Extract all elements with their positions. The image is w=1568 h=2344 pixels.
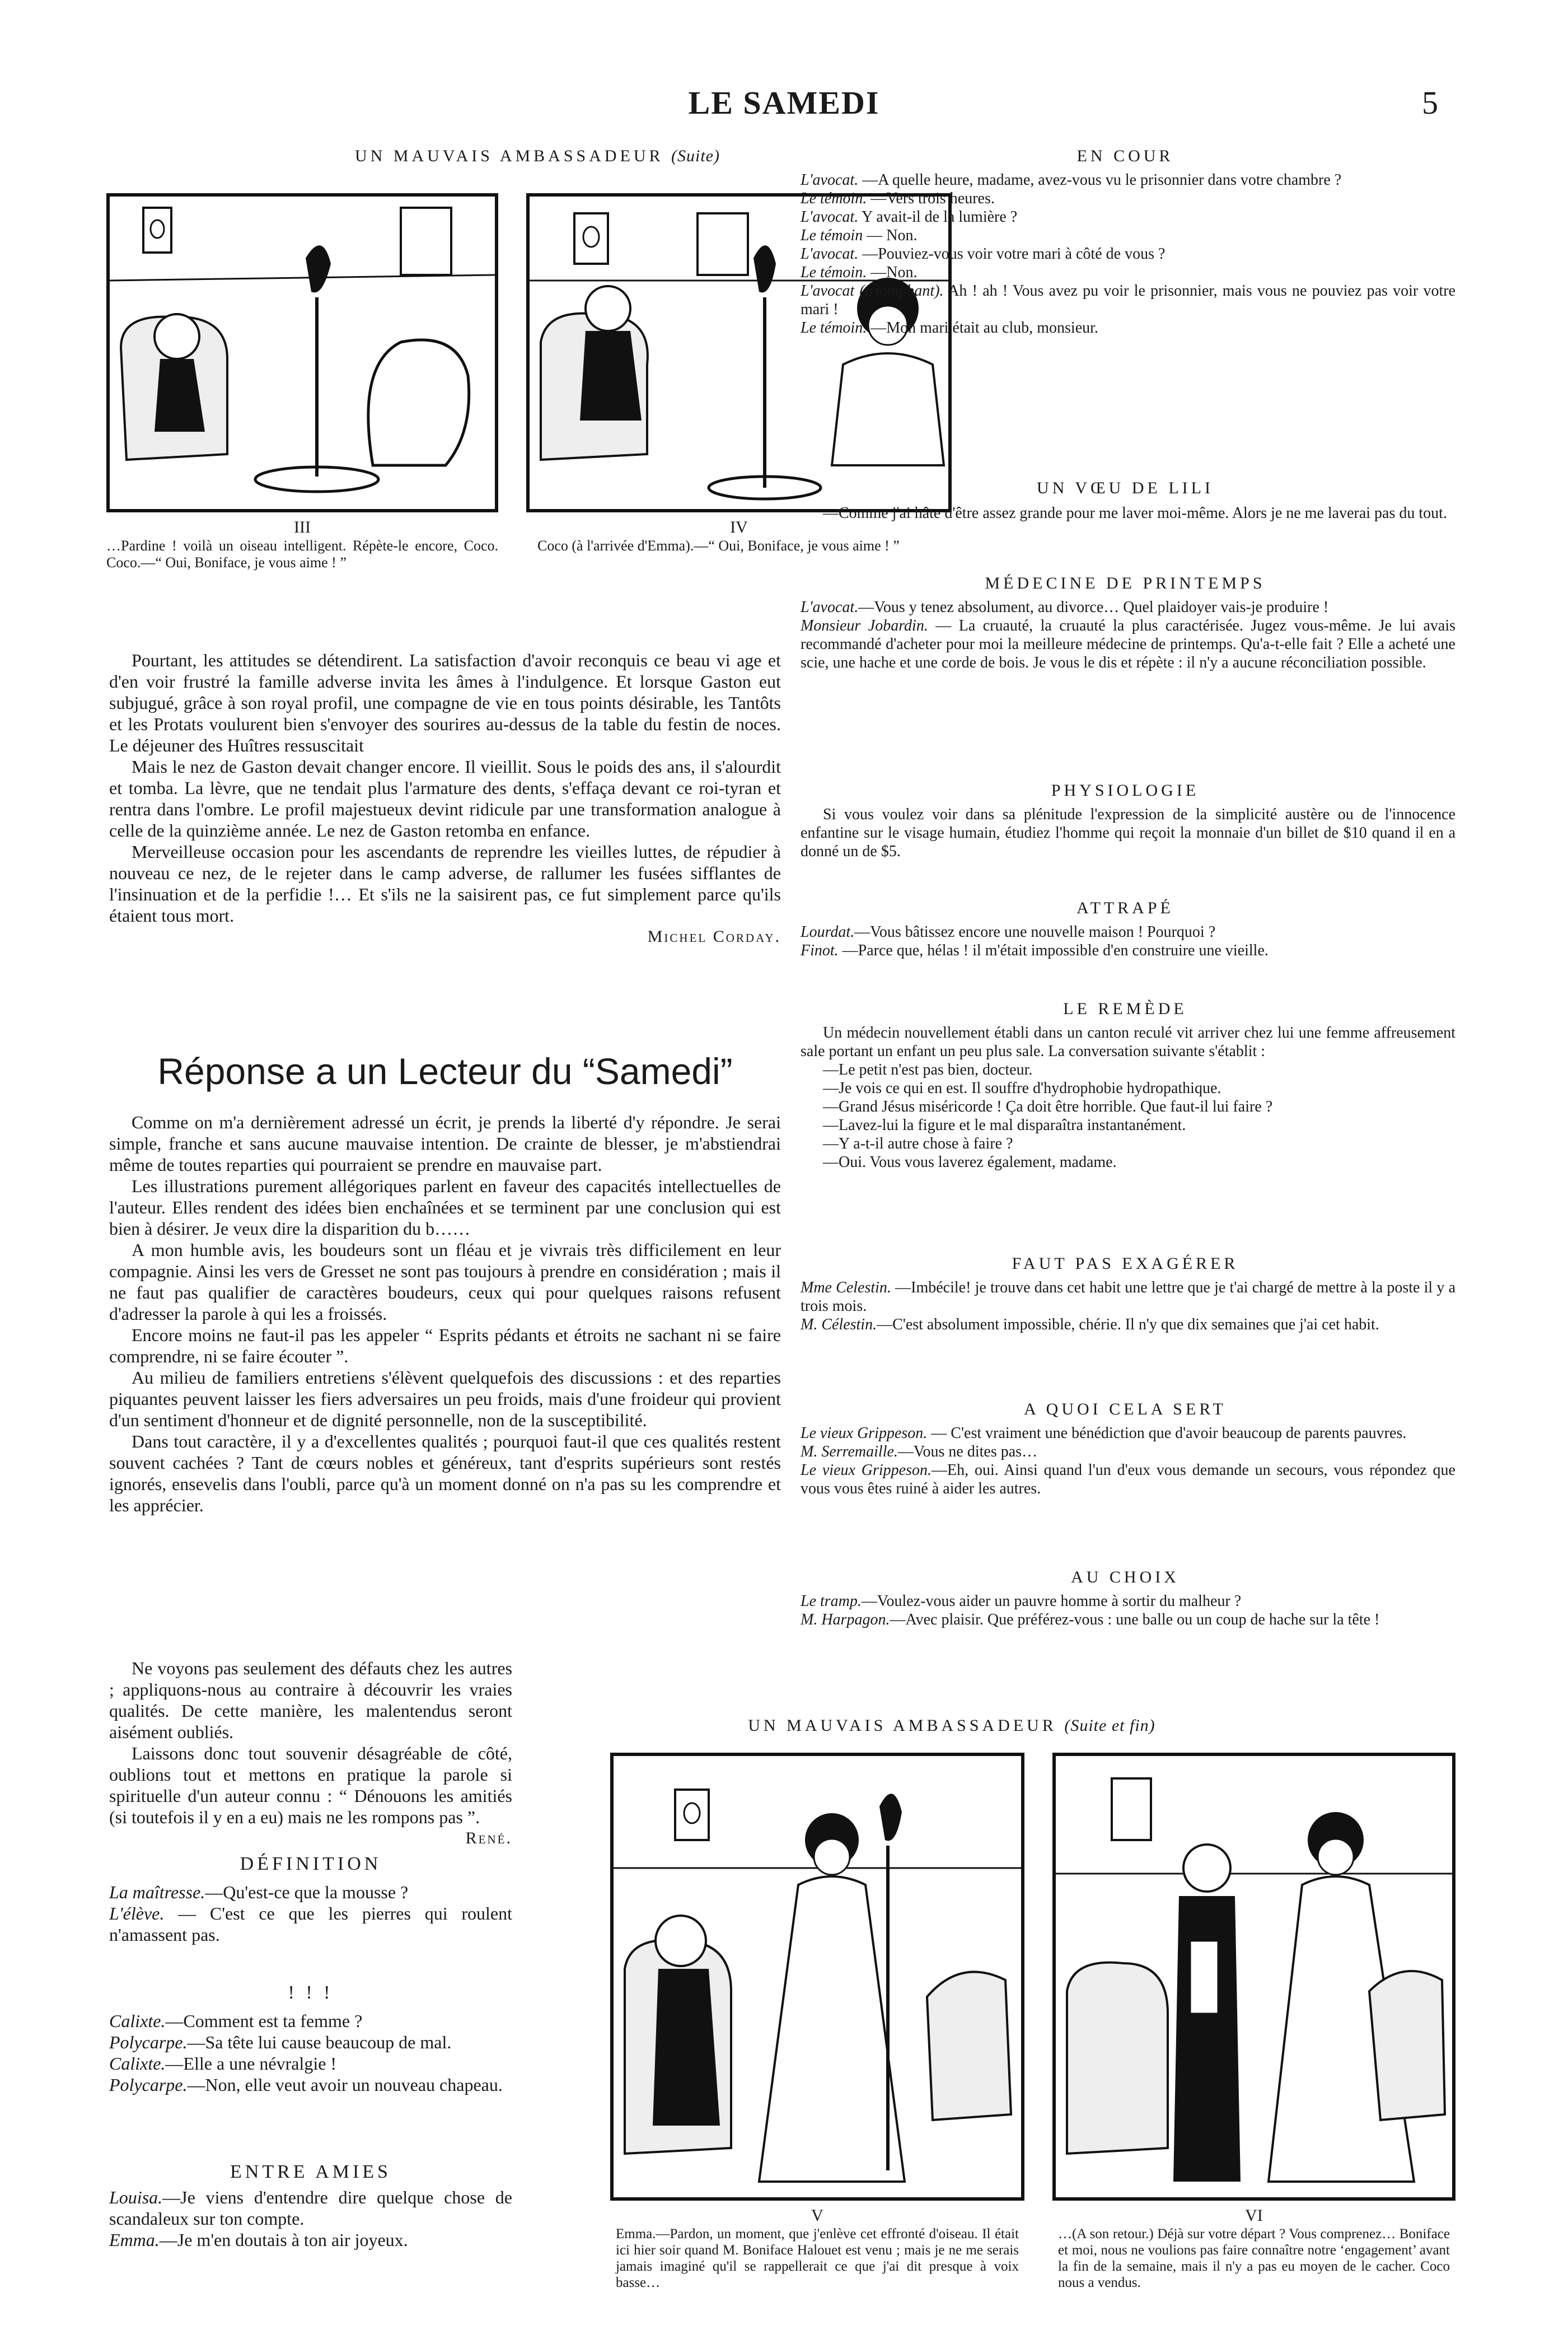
remede-text: Un médecin nouvellement établi dans un canton reculé vit arriver chez lui une femme affreusement sale portant un enfant un peu plus sale. La conversation suivante s'établit : —Le petit n'est pas bien, docteur. —Je vois ce qui en est. Il souffre d'hydrophobie hydropathique. —Grand Jésus miséricorde ! Ça doit être horrible. Que faut-il lui faire ? —Lavez-lui la figure et le mal disparaîtra instantanément. —Y a-t-il autre chose à faire ? —Oui. Vous vous laverez également, madame. — [801, 1024, 1455, 1171]
reponse-text — [109, 1112, 781, 1516]
reponse-paragraph: Laissons donc tout souvenir désagréable de côté, oublions tout et mettons en pratique la parole si spirituelle d'un auteur connu : “ Dénouons les amitiés (si toutefois il y en a eu) mais ne les rompons pas ”. — [109, 1743, 512, 1827]
panel-caption-iii: …Pardine ! voilà un oiseau intelligent. Répète-le encore, Coco. Coco.—“ Oui, Boniface, je vous aime ! ” — [106, 538, 498, 571]
story-text — [109, 650, 781, 947]
reponse-paragraph: Au milieu de familiers entretiens s'élèvent quelquefois des discussions : et des reparties piquantes peuvent laisser les fiers adversaires un peu froids, mais d'une froideur qui provient d'un sentiment d'honneur et de dignité personnelle, non de la susceptibilité. — [109, 1367, 781, 1430]
entre-amies-heading: ENTRE AMIES — [230, 2161, 391, 2182]
au-choix-heading: AU CHOIX — [1071, 1568, 1179, 1586]
comic-panel-v — [610, 1753, 1024, 2201]
reponse-paragraph: Dans tout caractère, il y a d'excellentes qualités ; pourquoi faut-il que ces qualités restent souvent cachées ? Tant de cœurs nobles et généreux, tant d'esprits supérieurs sont restés ignorés, ensevelis dans l'oubli, parce qu'à un moment donné on n'a pas su les comprendre et les apprécier. — [109, 1431, 781, 1515]
story-paragraph: Pourtant, les attitudes se détendirent. La satisfaction d'avoir reconquis ce beau vi age et d'en voir frustré la famille adverse invita les âmes à l'indulgence. Et lorsque Gaston eut subjugué, grâce à son royal profil, une compagne de vie en tous points désirable, les Tantôts et les Protats voulurent bien s'envoyer des sourires au-dessus de la table du festin de noces. Le déjeuner des Huîtres ressuscitait — [109, 650, 781, 755]
medecine-text: L'avocat.—Vous y tenez absolument, au divorce… Quel plaidoyer vais-je produire ! Monsieur Jobardin. — La cruauté, la cruauté la plus caractérisée. Jugez vous-même. Je lui avais recommandé d'acheter pour moi la meilleure médecine de printemps. Qu'a-t-elle fait ? Elle a acheté une scie, une hache et une corde de bois. Je vous le dis et répète : il n'y a aucune réconciliation possible. — [801, 599, 1455, 671]
medecine-heading: MÉDECINE DE PRINTEMPS — [985, 574, 1266, 592]
voeu-text: —Comme j'ai hâte d'être assez grande pour me laver moi-même. Alors je ne me laverai pas du tout. — [823, 505, 1447, 522]
reponse-signature: René. — [465, 1829, 512, 1847]
voeu-heading: UN VŒU DE LILI — [1037, 479, 1214, 497]
story-paragraph: Merveilleuse occasion pour les ascendants de reprendre les vieilles luttes, de répudier à nouveau ce nez, de le rejeter dans le camp adverse, de rallumer les fusées sifflantes de l'insinuation et de la perfidie !… Et s'ils ne la saisirent pas, ce fut simplement parce qu'ils étaient tous mort. — [109, 842, 781, 926]
a-quoi-text: Le vieux Grippeson. — C'est vraiment une bénédiction que d'avoir beaucoup de parents pauvres. M. Serremaille.—Vous ne dites pas… Le vieux Grippeson.—Eh, oui. Ainsi quand l'un d'eux vous demande un secours, vous répondez que vous vous êtes ruiné à aider les autres. — [801, 1425, 1455, 1497]
reponse-paragraph: Comme on m'a dernièrement adressé un écrit, je prends la liberté d'y répondre. Je serai simple, franche et sans aucune mauvaise intention. De crainte de blesser, je m'abstiendrai même de toutes reparties qui pourraient se prendre en mauvaise part. — [109, 1112, 781, 1175]
reponse-paragraph: A mon humble avis, les boudeurs sont un fléau et je vivrais très difficilement en leur compagnie. Ainsi les vers de Gresset ne sont pas toujours à prendre en considération ; mais il ne faut pas qualifier de caractères boudeurs, ceux qui pour quelques raisons refusent d'adresser la parole à qui les a froissés. — [109, 1240, 781, 1324]
comic-panel-vi — [1052, 1753, 1455, 2201]
exclaim-heading: ! ! ! — [288, 1982, 334, 2003]
comic-heading-top: UN MAUVAIS AMBASSADEUR (Suite) — [355, 147, 720, 165]
attrape-text: Lourdat.—Vous bâtissez encore une nouvelle maison ! Pourquoi ? Finot. —Parce que, hélas ! il m'était impossible d'en construire une vieille. — [801, 923, 1269, 959]
comic-illustration-iii — [110, 197, 495, 509]
reponse-paragraph: Encore moins ne faut-il pas les appeler “ Esprits pédants et étroits ne sachant ni se faire comprendre, ni se faire écouter ”. — [109, 1325, 781, 1366]
story-signature: Michel Corday. — [647, 927, 781, 946]
remede-heading: LE REMÈDE — [1063, 1000, 1187, 1018]
entre-amies-text: Louisa.—Je viens d'entendre dire quelque chose de scandaleux sur ton compte. Emma.—Je m'en doutais à ton air joyeux. — [109, 2187, 512, 2250]
panel-caption-iv: Coco (à l'arrivée d'Emma).—“ Oui, Boniface, je vous aime ! ” — [537, 538, 900, 554]
comic-heading-bottom: UN MAUVAIS AMBASSADEUR (Suite et fin) — [748, 1716, 1155, 1735]
attrape-heading: ATTRAPÉ — [1076, 899, 1174, 917]
definition-text: La maîtresse.—Qu'est-ce que la mousse ? L'élève. — C'est ce que les pierres qui roulent n'amassent pas. — [109, 1882, 512, 1945]
reponse-paragraph: Ne voyons pas seulement des défauts chez les autres ; appliquons-nous au contraire à découvrir les vraies qualités. De cette manière, les malentendus seront aisément oubliés. — [109, 1658, 512, 1742]
en-cour-text: L'avocat. —A quelle heure, madame, avez-vous vu le prisonnier dans votre chambre ? Le témoin. —Vers trois heures. L'avocat. Y avait-il de la lumière ? Le témoin — Non. L'avocat. —Pouviez-vous voir votre mari à côté de vous ? Le témoin. —Non. L'avocat (triomphant). Ah ! ah ! Vous avez pu voir le prisonnier, mais vous ne pouviez pas voir votre mari ! Le témoin. —Mon mari était au club, monsieur. — [801, 171, 1455, 337]
page-number: 5 — [1422, 85, 1438, 121]
story-paragraph: Mais le nez de Gaston devait changer encore. Il vieillit. Sous le poids des ans, il s'alourdit et tomba. La lèvre, que ne tendait plus l'armature des dents, s'effaça devant ce roi-tyran et rentra dans l'ombre. Le profil majestueux devint ridicule par une transformation analogue à celle de la quinzième année. Le nez de Gaston retomba en enfance. — [109, 757, 781, 841]
panel-number-iv: IV — [730, 518, 748, 536]
reponse-paragraph: Les illustrations purement allégoriques parlent en faveur des capacités intellectuelles de l'auteur. Elles rendent des idées bien enchaînées et se terminent par une conclusion qui est bien à désirer. Je veux dire la disparition du b…… — [109, 1176, 781, 1239]
en-cour-heading: EN COUR — [1076, 147, 1174, 165]
exclaim-text: Calixte.—Comment est ta femme ? Polycarpe.—Sa tête lui cause beaucoup de mal. Calixte.—Elle a une névralgie ! Polycarpe.—Non, elle veut avoir un nouveau chapeau. — [109, 2011, 503, 2095]
definition-heading: DÉFINITION — [240, 1853, 382, 1874]
comic-panel-iii — [106, 193, 498, 512]
reponse-text-narrow — [109, 1657, 512, 1849]
panel-number-v: V — [811, 2206, 823, 2225]
comic-illustration-v — [614, 1756, 1021, 2197]
reponse-title: Réponse a un Lecteur du “Samedi” — [157, 1050, 733, 1092]
physiologie-text: Si vous voulez voir dans sa plénitude l'expression de la simplicité austère ou de l'innocence enfantine sur le visage humain, étudiez l'homme qui reçoit la monnaie d'un billet de $10 quand il en a donné un de $5. — [801, 806, 1455, 860]
physiologie-heading: PHYSIOLOGIE — [1051, 781, 1200, 800]
panel-number-iii: III — [294, 518, 311, 536]
panel-number-vi: VI — [1245, 2206, 1263, 2225]
panel-caption-vi: …(A son retour.) Déjà sur votre départ ? Vous comprenez… Boniface et moi, nous ne voulions pas faire connaître notre ‘engagement’ avant la fin de la semaine, mais il n'y a pas eu moyen de le cacher. Coco nous a vendus. — [1058, 2226, 1450, 2290]
faut-pas-text: Mme Celestin. —Imbécile! je trouve dans cet habit une lettre que je t'ai chargé de mettre à la poste il y a trois mois. M. Célestin.—C'est absolument impossible, chérie. Il n'y que dix semaines que j'ai cet habit. — [801, 1279, 1455, 1333]
au-choix-text: Le tramp.—Voulez-vous aider un pauvre homme à sortir du malheur ? M. Harpagon.—Avec plaisir. Que préférez-vous : une balle ou un coup de hache sur la tête ! — [801, 1593, 1380, 1628]
comic-illustration-vi — [1056, 1756, 1452, 2197]
faut-pas-heading: FAUT PAS EXAGÉRER — [1012, 1254, 1239, 1273]
newspaper-title: LE SAMEDI — [688, 85, 880, 121]
a-quoi-heading: A QUOI CELA SERT — [1024, 1400, 1227, 1418]
panel-caption-v: Emma.—Pardon, un moment, que j'enlève cet effronté d'oiseau. Il était ici hier soir quand M. Boniface Halouet est venu ; mais je ne me serais jamais imaginé qu'il se rappellerait ce que j'ai dit presque à voix basse… — [616, 2226, 1019, 2290]
